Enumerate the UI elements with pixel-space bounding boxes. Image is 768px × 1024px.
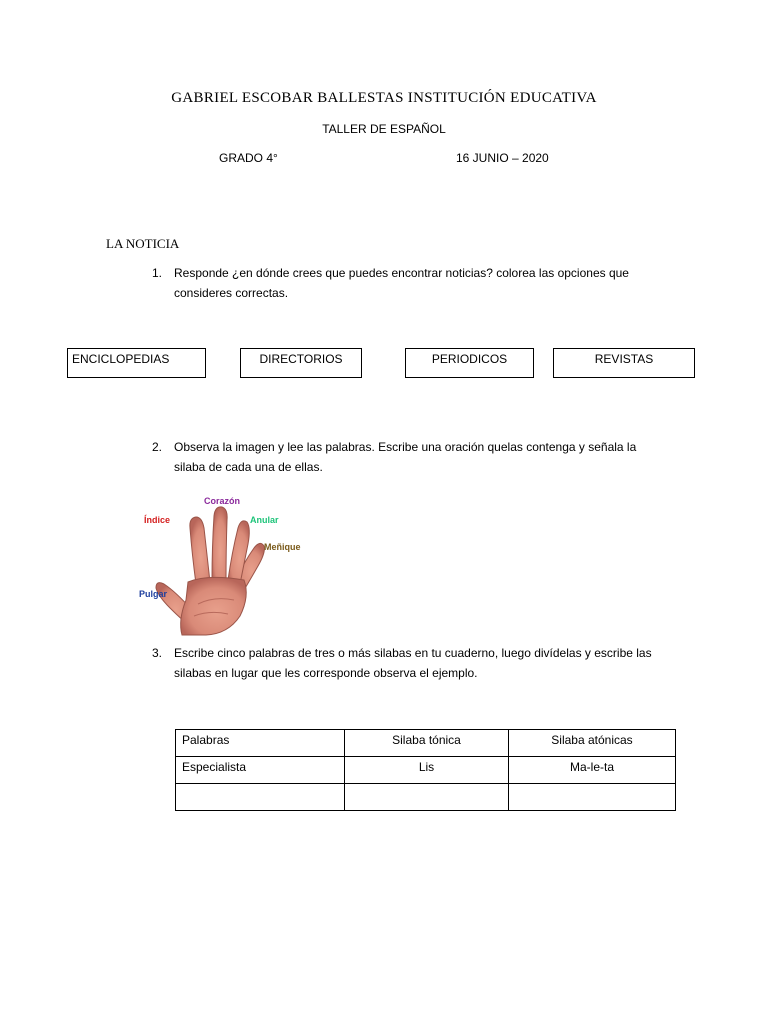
date-label: 16 JUNIO – 2020 <box>456 151 549 165</box>
label-indice: Índice <box>144 515 171 525</box>
option-directorios[interactable]: DIRECTORIOS <box>240 348 362 378</box>
question-1 <box>152 263 672 303</box>
school-name: GABRIEL ESCOBAR BALLESTAS INSTITUCIÓN EDUCATIVA <box>171 90 597 106</box>
question-text: Observa la imagen y lee las palabras. Escribe una oración quelas contenga y señala la silaba de cada una de ellas. <box>174 440 637 474</box>
table-cell-empty[interactable] <box>176 784 345 811</box>
index-finger <box>190 517 210 584</box>
table-header-row <box>176 730 676 757</box>
table-row <box>176 784 676 811</box>
middle-finger <box>212 507 227 582</box>
table-cell: Ma-le-ta <box>509 757 676 784</box>
table-cell: Especialista <box>176 757 345 784</box>
question-number: 2. <box>152 440 163 454</box>
question-text: Escribe cinco palabras de tres o más silabas en tu cuaderno, luego divídelas y escribe las silabas en lugar que les corresponde observa el ejemplo. <box>174 646 652 680</box>
table-row <box>176 757 676 784</box>
table-cell-empty[interactable] <box>345 784 509 811</box>
worksheet-subtitle: TALLER DE ESPAÑOL <box>322 122 446 136</box>
table-header: Silaba atónicas <box>509 730 676 757</box>
question-text: Responde ¿en dónde crees que puedes encontrar noticias? colorea las opciones que consideres correctas. <box>174 266 629 300</box>
palm <box>181 577 247 635</box>
option-enciclopedias[interactable]: ENCICLOPEDIAS <box>67 348 206 378</box>
question-2 <box>152 437 672 477</box>
syllable-table <box>175 729 676 811</box>
label-pulgar: Pulgar <box>139 589 168 599</box>
table-cell-empty[interactable] <box>509 784 676 811</box>
table-cell: Lis <box>345 757 509 784</box>
option-revistas[interactable]: REVISTAS <box>553 348 695 378</box>
label-anular: Anular <box>250 515 279 525</box>
question-number: 3. <box>152 646 163 660</box>
question-3 <box>152 643 672 683</box>
section-title: LA NOTICIA <box>106 236 180 251</box>
grade-label: GRADO 4° <box>219 151 278 165</box>
table-header: Palabras <box>176 730 345 757</box>
hand-illustration <box>136 492 306 637</box>
label-menique: Meñique <box>264 542 301 552</box>
option-periodicos[interactable]: PERIODICOS <box>405 348 534 378</box>
question-number: 1. <box>152 266 163 280</box>
table-header: Silaba tónica <box>345 730 509 757</box>
label-corazon: Corazón <box>204 496 240 506</box>
